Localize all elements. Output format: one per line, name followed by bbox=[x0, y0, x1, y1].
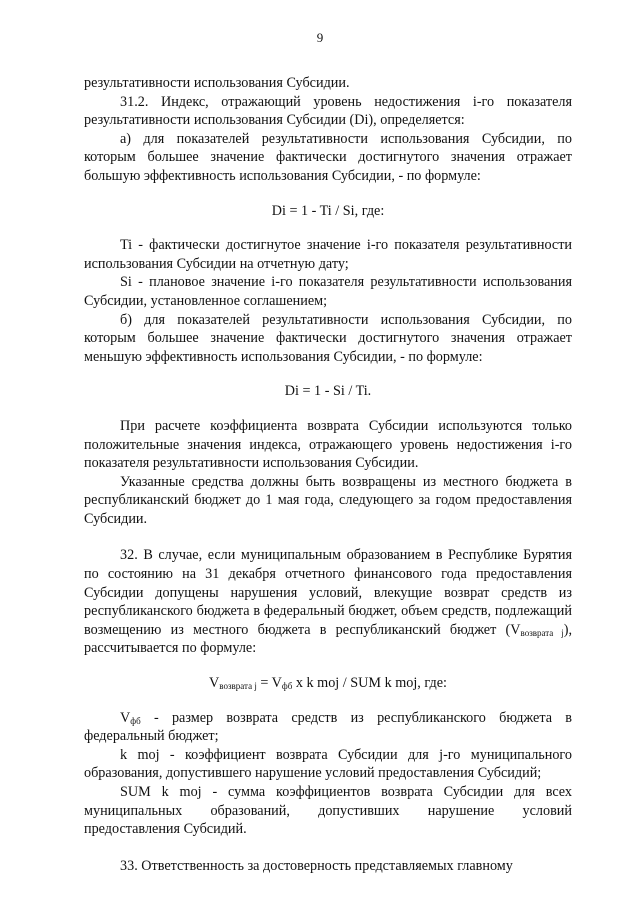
paragraph-positive-values: При расчете коэффициента возврата Субсидии используются только положительные значения индекса, отражающего уровень недостижения i-го показателя результативности использования Субсидии. bbox=[84, 417, 572, 472]
formula-v-equals: = V bbox=[256, 675, 282, 692]
formula-v-symbol: V bbox=[209, 675, 220, 692]
paragraph-a: а) для показателей результативности использования Субсидии, по которым большее значение фактически достигнутого значения отражает большую эффективность использования Субсидии, - по формуле: bbox=[84, 130, 572, 184]
page-number: 9 bbox=[316, 30, 324, 45]
document-body bbox=[84, 74, 572, 875]
paragraph-b: б) для показателей результативности использования Субсидии, по которым большее значение фактически достигнутого значения отражает меньшую эффективность использования Субсидии, - по формуле: bbox=[84, 311, 572, 365]
paragraph-33: 33. Ответственность за достоверность представляемых главному bbox=[120, 857, 513, 874]
definition-v-fb bbox=[84, 709, 572, 746]
paragraph-32-tail: ), рассчитывается по формуле: bbox=[84, 621, 572, 657]
formula-di-1: Di = 1 - Ti / Si, где: bbox=[271, 202, 385, 219]
definition-v-subscript: фб bbox=[130, 715, 141, 726]
definition-si: Si - плановое значение i-го показателя результативности использования Субсидии, установленное соглашением; bbox=[84, 274, 572, 309]
paragraph-32 bbox=[84, 546, 572, 658]
paragraph-32-text: 32. В случае, если муниципальным образованием в Республике Бурятия по состоянию на 31 декабря отчетного финансового года предоставления Субсидии допущены нарушения условий, влекущие возврат средств из республиканского бюджета в федеральный бюджет, объем средств, подлежащий возмещению из местного бюджета в республиканский бюджет (V bbox=[84, 547, 572, 638]
definition-k-moj: k moj - коэффициент возврата Субсидии для j-го муниципального образования, допустившего нарушение условий предоставления Субсидий; bbox=[84, 746, 572, 782]
paragraph-continuation: результативности использования Субсидии. bbox=[84, 75, 350, 91]
formula-di-2: Di = 1 - Si / Ti. bbox=[284, 383, 372, 400]
paragraph-32-subscript: возврата j bbox=[520, 627, 564, 638]
paragraph-31-2: 31.2. Индекс, отражающий уровень недостижения i-го показателя результативности использования Субсидии (Di), определяется: bbox=[84, 93, 572, 129]
definition-sum-k-moj: SUM k moj - сумма коэффициентов возврата Субсидии для всех муниципальных образований, допустивших нарушение условий предоставления Субсидий. bbox=[84, 784, 572, 838]
formula-v-subscript-return: возврата j bbox=[219, 681, 257, 692]
formula-v-tail: x k moj / SUM k moj, где: bbox=[292, 675, 447, 692]
paragraph-return-deadline: Указанные средства должны быть возвращены из местного бюджета в республиканский бюджет до 1 мая года, следующего за годом предоставления Субсидии. bbox=[84, 473, 572, 527]
definition-v-symbol: V bbox=[120, 709, 131, 726]
definition-ti: Ti - фактически достигнутое значение i-го показателя результативности использования Субсидии на отчетную дату; bbox=[84, 237, 572, 272]
formula-v-return bbox=[84, 674, 572, 693]
definition-v-text: - размер возврата средств из республиканского бюджета в федеральный бюджет; bbox=[84, 709, 572, 745]
formula-v-subscript-fb: фб bbox=[281, 681, 293, 692]
